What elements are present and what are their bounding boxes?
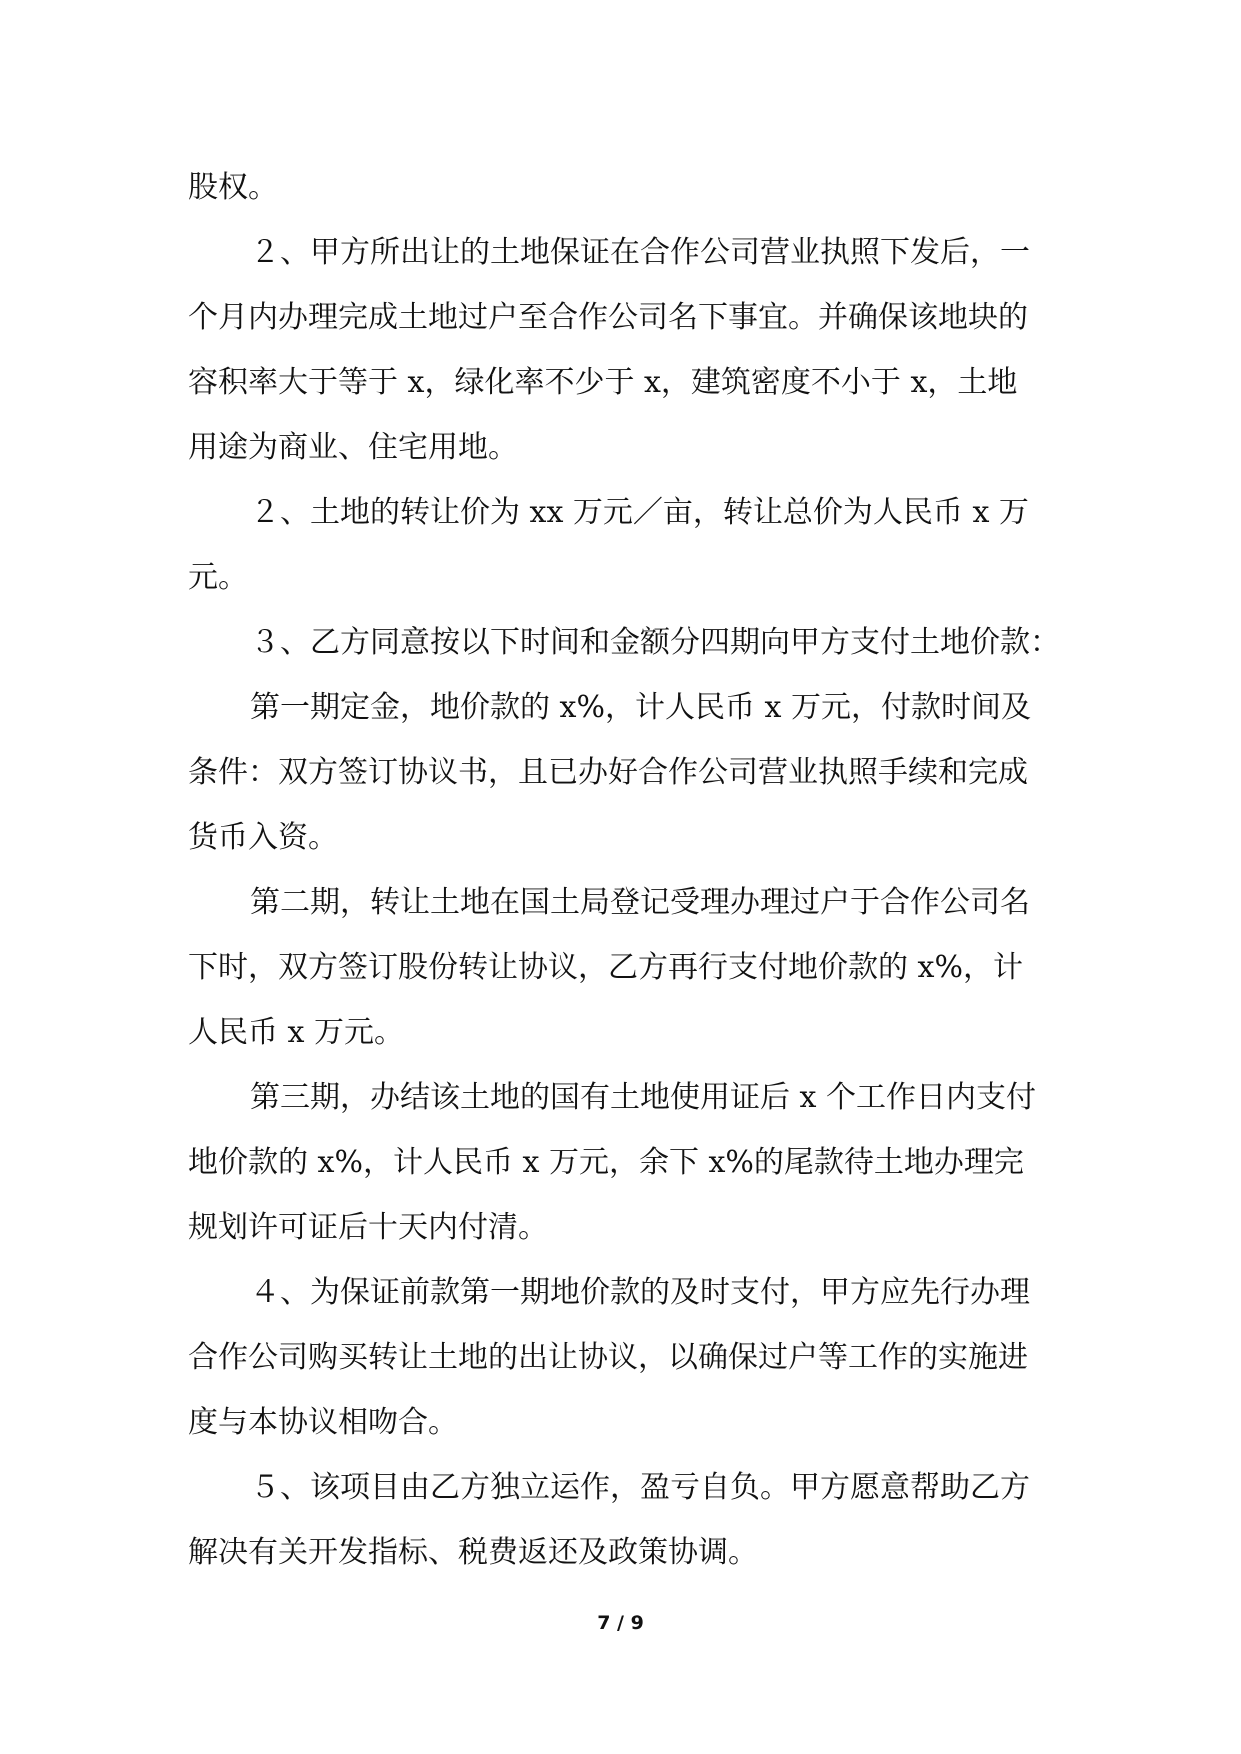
- document-body: [188, 155, 1060, 1585]
- text-line: 用途为商业、住宅用地。: [188, 430, 518, 465]
- text-line: 地价款的 x%，计人民币 x 万元，余下 x%的尾款待土地办理完: [188, 1145, 1024, 1180]
- text-line: 个月内办理完成土地过户至合作公司名下事宜。并确保该地块的: [188, 300, 1028, 335]
- text-line: ５、该项目由乙方独立运作，盈亏自负。甲方愿意帮助乙方: [250, 1470, 1030, 1505]
- text-line: 人民币 x 万元。: [188, 1015, 404, 1050]
- text-line: 第三期，办结该土地的国有土地使用证后 x 个工作日内支付: [250, 1080, 1036, 1115]
- text-line: 元。: [188, 560, 248, 595]
- text-line: 条件：双方签订协议书，且已办好合作公司营业执照手续和完成: [188, 755, 1028, 790]
- text-line: 股权。: [188, 170, 278, 205]
- text-line: ２、土地的转让价为 xx 万元／亩，转让总价为人民币 x 万: [250, 495, 1029, 530]
- text-line: 货币入资。: [188, 820, 338, 855]
- text-line: 度与本协议相吻合。: [188, 1405, 458, 1440]
- text-line: ４、为保证前款第一期地价款的及时支付，甲方应先行办理: [250, 1275, 1030, 1310]
- text-line: 下时，双方签订股份转让协议，乙方再行支付地价款的 x%，计: [188, 950, 1023, 985]
- text-line: ３、乙方同意按以下时间和金额分四期向甲方支付土地价款：: [250, 625, 1060, 660]
- text-line: 第一期定金，地价款的 x%，计人民币 x 万元，付款时间及: [250, 690, 1031, 725]
- text-line: 解决有关开发指标、税费返还及政策协调。: [188, 1535, 758, 1570]
- text-line: 规划许可证后十天内付清。: [188, 1210, 548, 1245]
- text-line: 容积率大于等于 x，绿化率不少于 x，建筑密度不小于 x，土地: [188, 365, 1018, 400]
- page-number: 7 / 9: [597, 1612, 644, 1634]
- text-line: 合作公司购买转让土地的出让协议，以确保过户等工作的实施进: [188, 1340, 1028, 1375]
- text-line: ２、甲方所出让的土地保证在合作公司营业执照下发后，一: [250, 235, 1030, 270]
- text-line: 第二期，转让土地在国土局登记受理办理过户于合作公司名: [250, 885, 1030, 920]
